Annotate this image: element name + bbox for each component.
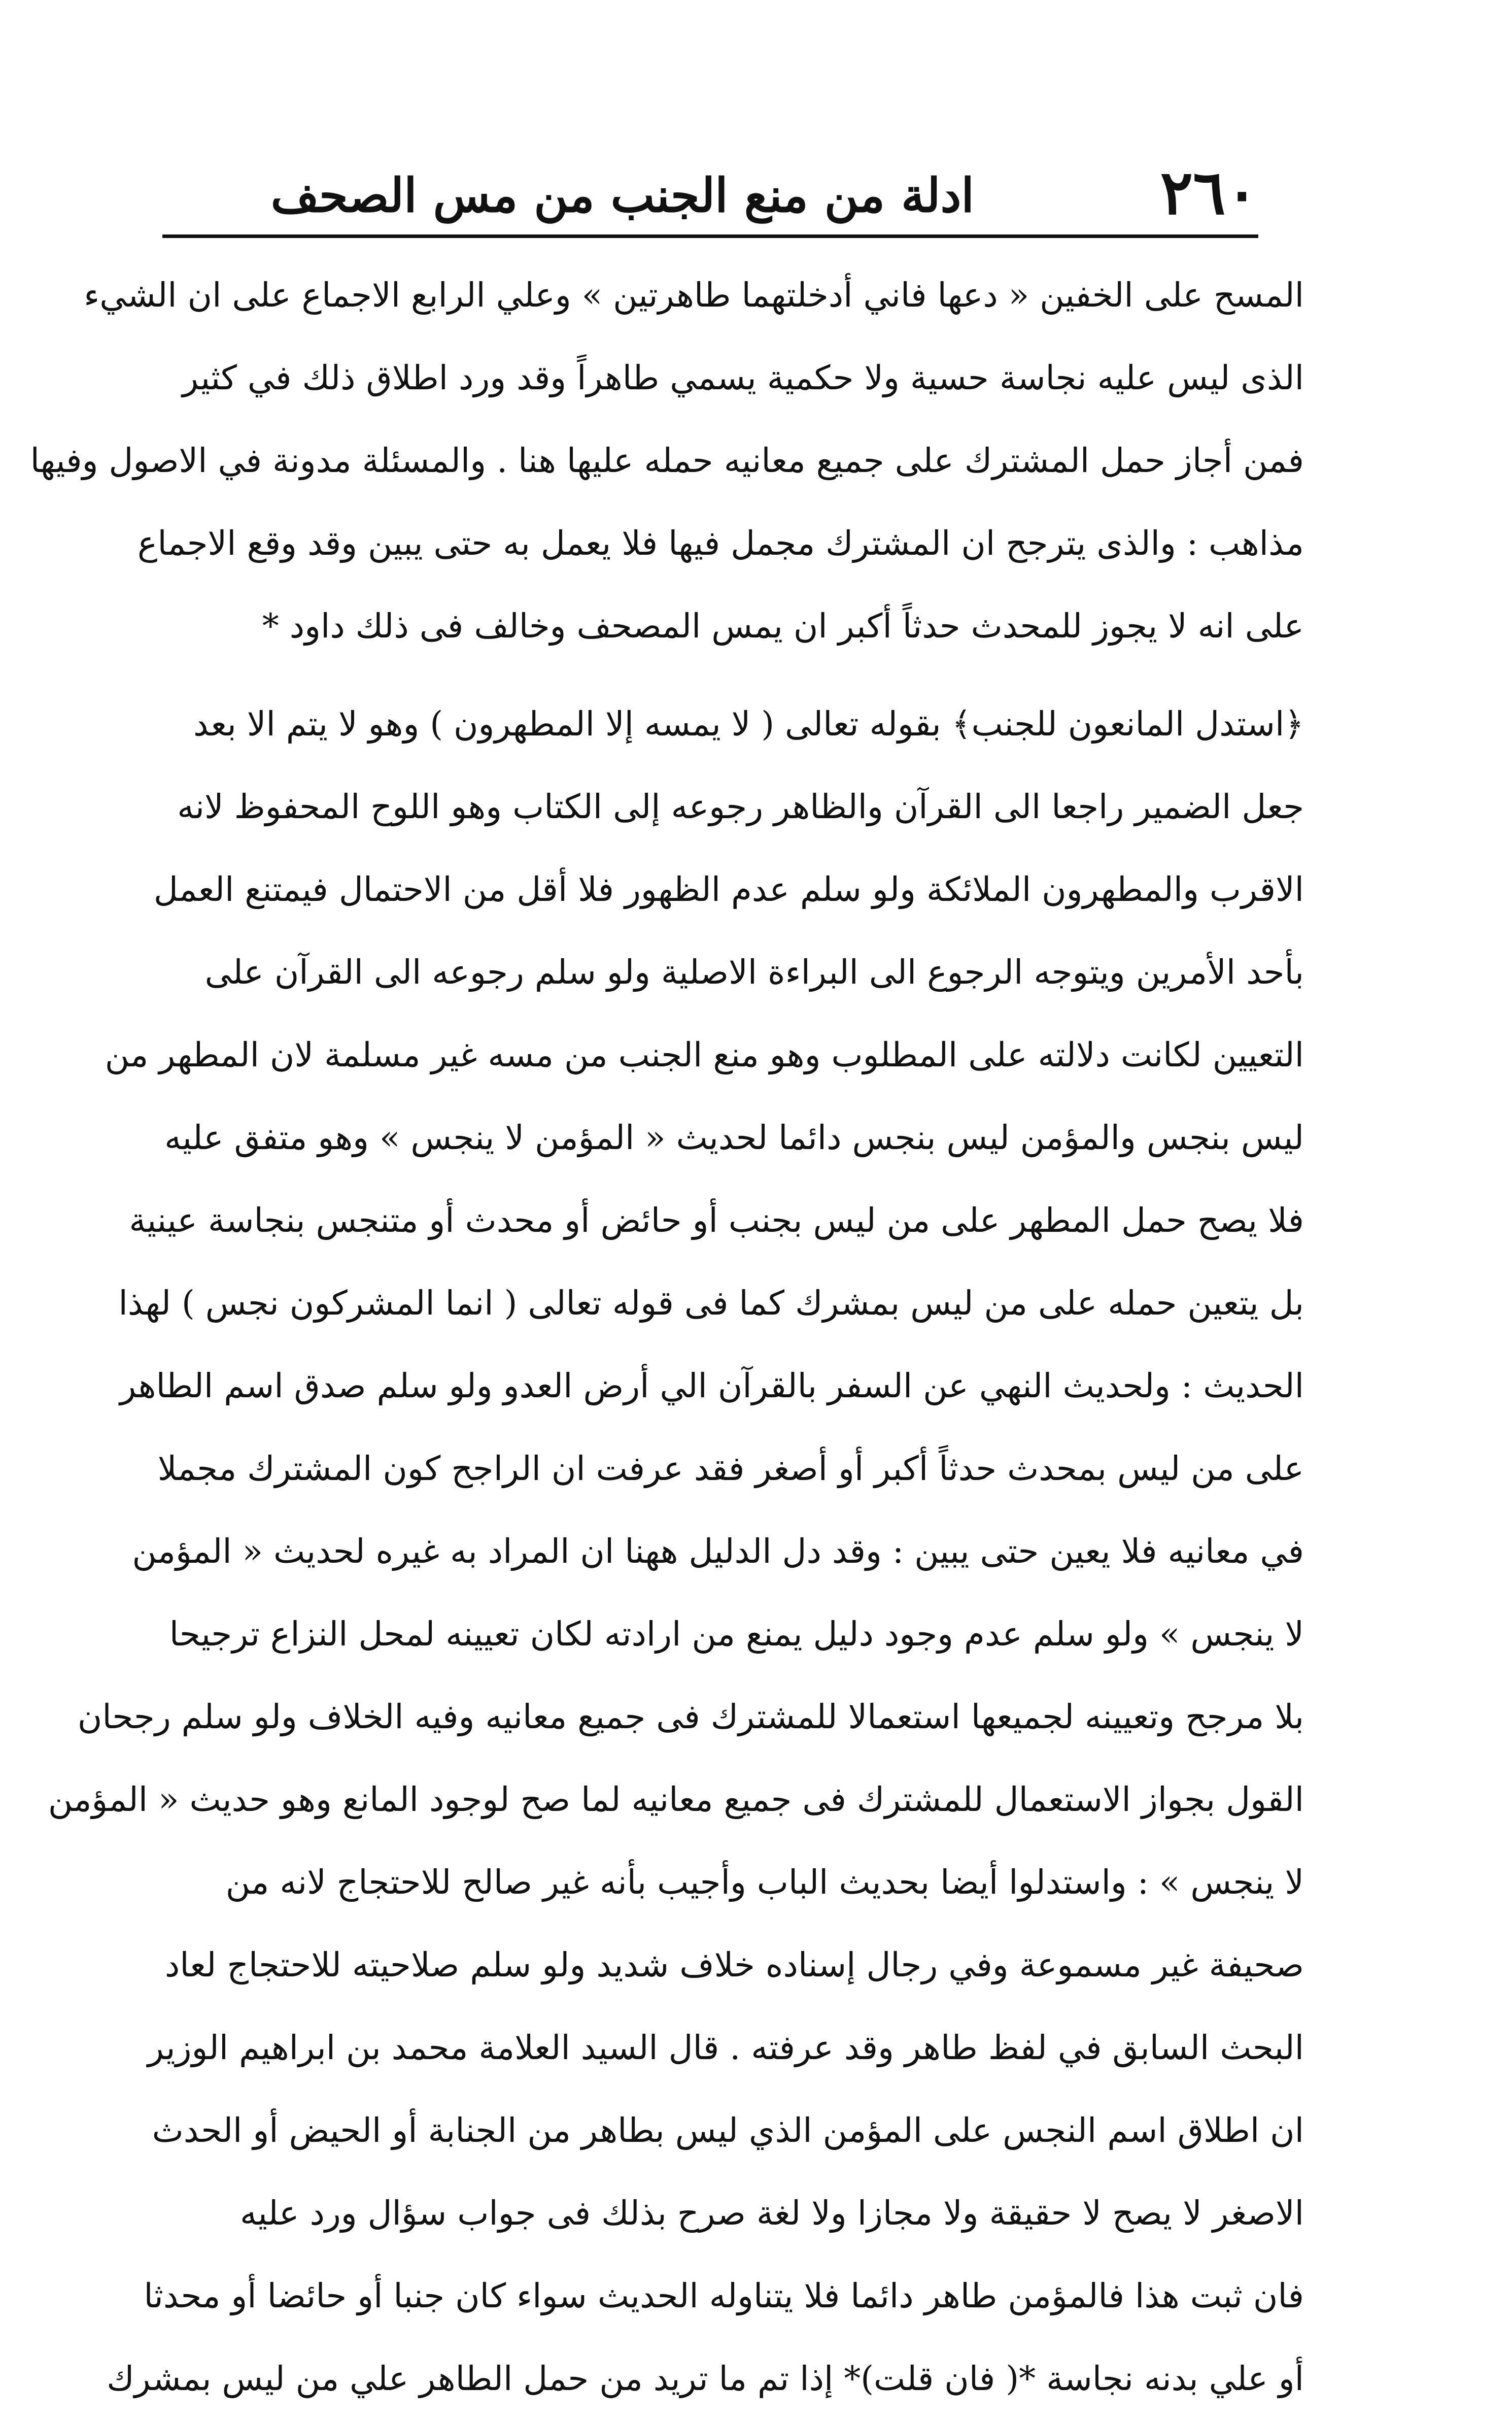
- text-line: صحيفة غير مسموعة وفي رجال إسناده خلاف شديد ولو سلم صلاحيته للاحتجاج لعاد: [164, 1945, 1304, 1985]
- page-header: [162, 152, 1258, 239]
- header-rule: [162, 234, 1258, 238]
- text-line: بل يتعين حمله على من ليس بمشرك كما فى قوله تعالى ( انما المشركون نجس ) لهذا: [118, 1284, 1304, 1323]
- page-number: ٢٦٠: [1160, 157, 1258, 228]
- text-line: فمن أجاز حمل المشترك على جميع معانيه حمله عليها هنا . والمسئلة مدونة في الاصول وفيها: [30, 441, 1304, 480]
- text-line: في معانيه فلا يعين حتى يبين : وقد دل الدليل ههنا ان المراد به غيره لحديث « المؤمن: [132, 1532, 1304, 1571]
- text-line: على من ليس بمحدث حدثاً أكبر أو أصغر فقد عرفت ان الراجح كون المشترك مجملا: [157, 1449, 1304, 1488]
- text-line: بأحد الأمرين ويتوجه الرجوع الى البراءة الاصلية ولو سلم رجوعه الى القرآن على: [204, 953, 1304, 992]
- text-line: الاقرب والمطهرون الملائكة ولو سلم عدم الظهور فلا أقل من الاحتمال فيمتنع العمل: [153, 870, 1304, 909]
- text-line: التعيين لكانت دلالته على المطلوب وهو منع الجنب من مسه غير مسلمة لان المطهر من: [105, 1035, 1304, 1074]
- text-line: جعل الضمير راجعا الى القرآن والظاهر رجوعه إلى الكتاب وهو اللوح المحفوظ لانه: [177, 787, 1304, 826]
- text-line: الذى ليس عليه نجاسة حسية ولا حكمية يسمي طاهراً وقد ورد اطلاق ذلك في كثير: [182, 358, 1304, 397]
- text-line: بلا مرجح وتعيينه لجميعها استعمالا للمشترك فى جميع معانيه وفيه الخلاف ولو سلم رجحان: [77, 1697, 1304, 1736]
- text-line: فلا يصح حمل المطهر على من ليس بجنب أو حائض أو محدث أو متنجس بنجاسة عينية: [129, 1201, 1304, 1240]
- text-line: الاصغر لا يصح لا حقيقة ولا مجازا ولا لغة صرح بذلك فى جواب سؤال ورد عليه: [239, 2194, 1304, 2233]
- text-line: المسح على الخفين « دعها فاني أدخلتهما طاهرتين » وعلي الرابع الاجماع على ان الشيء: [84, 276, 1304, 315]
- text-line: لا ينجس » : واستدلوا أيضا بحديث الباب وأجيب بأنه غير صالح للاحتجاج لانه من: [225, 1863, 1304, 1902]
- text-line: مذاهب : والذى يترجح ان المشترك مجمل فيها فلا يعمل به حتى يبين وقد وقع الاجماع: [138, 524, 1304, 563]
- text-line: الحديث : ولحديث النهي عن السفر بالقرآن الي أرض العدو ولو سلم صدق اسم الطاهر: [120, 1366, 1304, 1405]
- text-line: فان ثبت هذا فالمؤمن طاهر دائما فلا يتناوله الحديث سواء كان جنبا أو حائضا أو محدثا: [144, 2276, 1304, 2315]
- text-line: على انه لا يجوز للمحدث حدثاً أكبر ان يمس المصحف وخالف فى ذلك داود *: [262, 607, 1304, 646]
- text-line: لا ينجس » ولو سلم عدم وجود دليل يمنع من ارادته لكان تعيينه لمحل النزاع ترجيحا: [169, 1615, 1304, 1654]
- text-line: القول بجواز الاستعمال للمشترك فى جميع معانيه لما صح لوجود المانع وهو حديث « المؤمن: [48, 1780, 1304, 1819]
- text-line: البحث السابق في لفظ طاهر وقد عرفته . قال السيد العلامة محمد بن ابراهيم الوزير: [147, 2028, 1304, 2067]
- text-line: ﴿استدل المانعون للجنب﴾ بقوله تعالى ( لا يمسه إلا المطهرون ) وهو لا يتم الا بعد: [193, 704, 1304, 744]
- text-line: ان اطلاق اسم النجس على المؤمن الذي ليس بطاهر من الجنابة أو الحيض أو الحدث: [152, 2111, 1304, 2150]
- text-line: ليس بنجس والمؤمن ليس بنجس دائما لحديث « المؤمن لا ينجس » وهو متفق عليه: [164, 1118, 1304, 1157]
- body-text: [30, 254, 1304, 2420]
- text-line: أو علي بدنه نجاسة *( فان قلت)* إذا تم ما تريد من حمل الطاهر علي من ليس بمشرك: [107, 2359, 1304, 2398]
- running-title: ادلة من منع الجنب من مس الصحف: [270, 168, 974, 223]
